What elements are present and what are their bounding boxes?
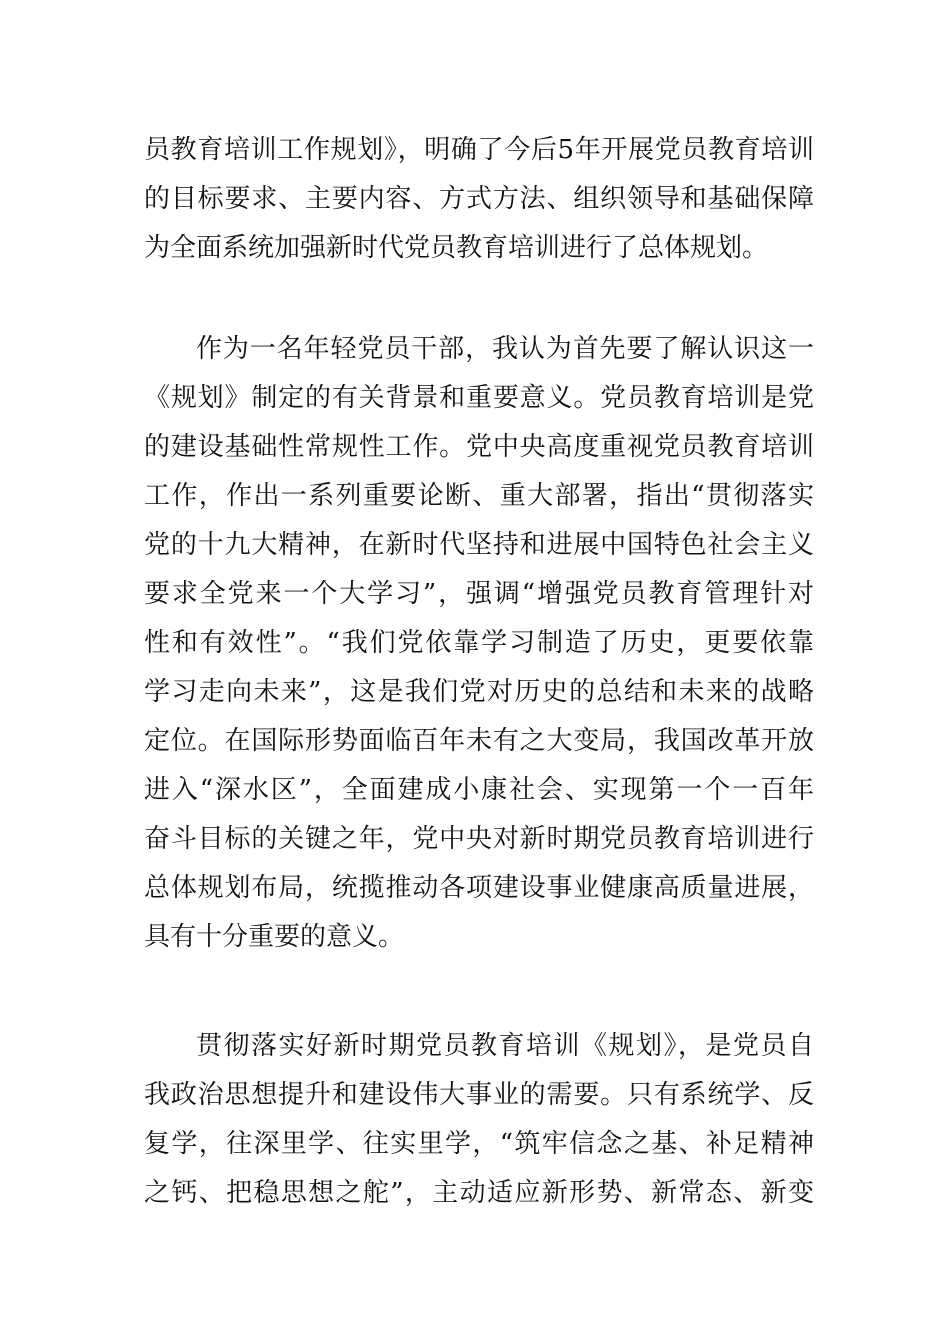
text-line: 的目标要求、主要内容、方式方法、组织领导和基础保障 (144, 184, 814, 214)
text-line: 工作，作出一系列重要论断、重大部署，指出“贯彻落实 (144, 481, 814, 511)
text-line: 具有十分重要的意义。 (144, 922, 405, 952)
text-line: 之钙、把稳思想之舵”，主动适应新形势、新常态、新变 (144, 1178, 814, 1208)
text-line: 作为一名年轻党员干部，我认为首先要了解认识这一 (196, 334, 814, 364)
text-line: 奋斗目标的关键之年，党中央对新时期党员教育培训进行 (144, 824, 814, 854)
text-line: 党的十九大精神，在新时代坚持和进展中国特色社会主义 (144, 530, 814, 560)
paragraph-3 (144, 1022, 814, 1218)
text-line: 贯彻落实好新时期党员教育培训《规划》，是党员自 (196, 1031, 814, 1061)
text-line: 复学，往深里学、往实里学，“筑牢信念之基、补足精神 (144, 1129, 814, 1159)
text-line: 我政治思想提升和建设伟大事业的需要。只有系统学、反 (144, 1080, 814, 1110)
text-line: 学习走向未来”，这是我们党对历史的总结和未来的战略 (144, 677, 814, 707)
text-line: 要求全党来一个大学习”，强调“增强党员教育管理针对 (144, 579, 814, 609)
text-line: 为全面系统加强新时代党员教育培训进行了总体规划。 (144, 233, 769, 263)
text-line: 性和有效性”。“我们党依靠学习制造了历史，更要依靠 (144, 628, 814, 658)
text-line: 进入“深水区”，全面建成小康社会、实现第一个一百年 (144, 775, 814, 805)
text-line: 定位。在国际形势面临百年未有之大变局，我国改革开放 (144, 726, 814, 756)
text-line: 《规划》制定的有关背景和重要意义。党员教育培训是党 (144, 383, 814, 413)
text-line: 的建设基础性常规性工作。党中央高度重视党员教育培训 (144, 432, 814, 462)
paragraph-2 (144, 325, 814, 962)
text-line: 员教育培训工作规划》，明确了今后5年开展党员教育培训 (144, 135, 814, 165)
text-line: 总体规划布局，统揽推动各项建设事业健康高质量进展， (144, 873, 814, 903)
paragraph-1 (144, 126, 814, 273)
